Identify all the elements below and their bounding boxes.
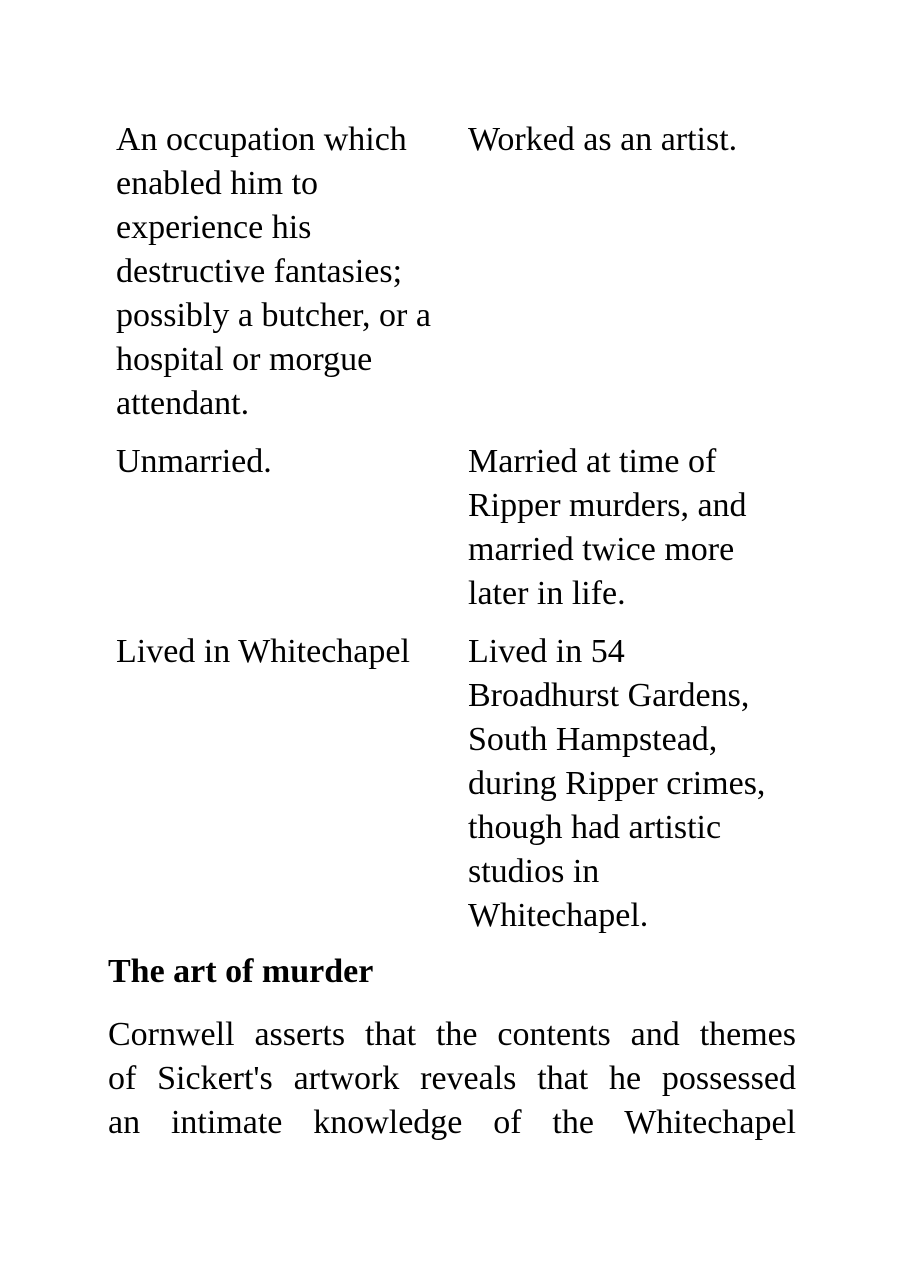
- table-cell-sickert: [468, 630, 778, 952]
- table-row: [116, 630, 778, 952]
- table-cell-profile: [116, 118, 468, 440]
- cell-text: Lived in Whitechapel: [116, 633, 410, 670]
- table-cell-profile: [116, 440, 468, 630]
- cell-text: Worked as an artist.: [468, 121, 738, 158]
- table-row: [116, 440, 778, 630]
- paragraph-line: Cornwell asserts that the contents and themes: [108, 1016, 796, 1053]
- paragraph-line: of Sickert's artwork reveals that he possessed: [108, 1060, 796, 1097]
- table-cell-profile: [116, 630, 468, 952]
- comparison-table: [116, 118, 778, 952]
- body-paragraph: [108, 1013, 796, 1145]
- table-cell-sickert: [468, 440, 778, 630]
- section-heading: The art of murder: [108, 953, 374, 990]
- cell-text: Lived in 54 Broadhurst Gardens, South Hampstead, during Ripper crimes, though had artistic studios in Whitechapel.: [468, 633, 766, 934]
- cell-text: Unmarried.: [116, 443, 272, 480]
- table-row: [116, 118, 778, 440]
- table-cell-sickert: [468, 118, 778, 440]
- cell-text: Married at time of Ripper murders, and married twice more later in life.: [468, 443, 747, 612]
- cell-text: An occupation which enabled him to experience his destructive fantasies; possibly a butcher, or a hospital or morgue attendant.: [116, 121, 431, 422]
- paragraph-line: an intimate knowledge of the Whitechapel: [108, 1104, 796, 1141]
